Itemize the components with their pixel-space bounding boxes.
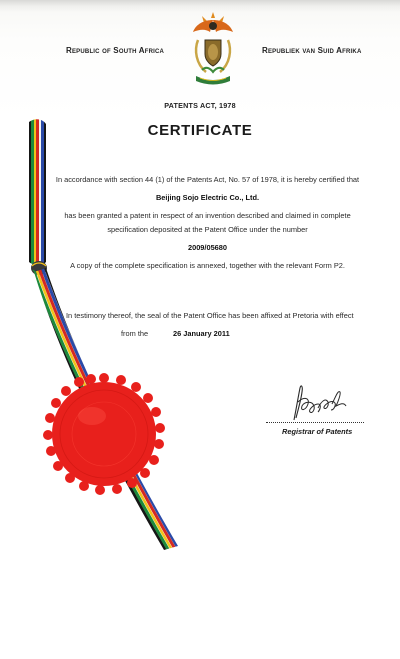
body-line-annexed: A copy of the complete specification is annexed, together with the relevant Form P2. [70,261,345,270]
body-line-granted: has been granted a patent in respect of an invention described and claimed in complete [64,211,351,220]
body-line-specification: specification deposited at the Patent Office under the number [107,225,308,234]
header-republic-afrikaans [262,46,362,55]
effective-date: 26 January 2011 [173,329,230,338]
registrar-signature-icon [284,380,352,426]
certificate-title: CERTIFICATE [147,122,253,139]
registrar-label: Registrar of Patents [282,427,353,436]
signature-line [266,422,364,423]
patent-number: 2009/05680 [187,243,228,252]
header-republic-english [66,46,164,55]
header-left-text: Republic of South Africa [66,46,165,55]
red-seal-icon [43,373,165,495]
company-name: Beijing Sojo Electric Co., Ltd. [155,193,260,202]
body-line-section: In accordance with section 44 (1) of the Patents Act, No. 57 of 1978, it is hereby certified that [55,175,360,184]
header-right-text: Republiek van Suid Afrika [262,46,362,55]
ribbon-lower [30,266,181,552]
coat-of-arms-icon [188,10,238,88]
body-line-testimony: In testimony thereof, the seal of the Patent Office has been affixed at Pretoria with effect [66,311,354,320]
act-heading: PATENTS ACT, 1978 [164,101,236,110]
from-label: from the [121,329,149,338]
